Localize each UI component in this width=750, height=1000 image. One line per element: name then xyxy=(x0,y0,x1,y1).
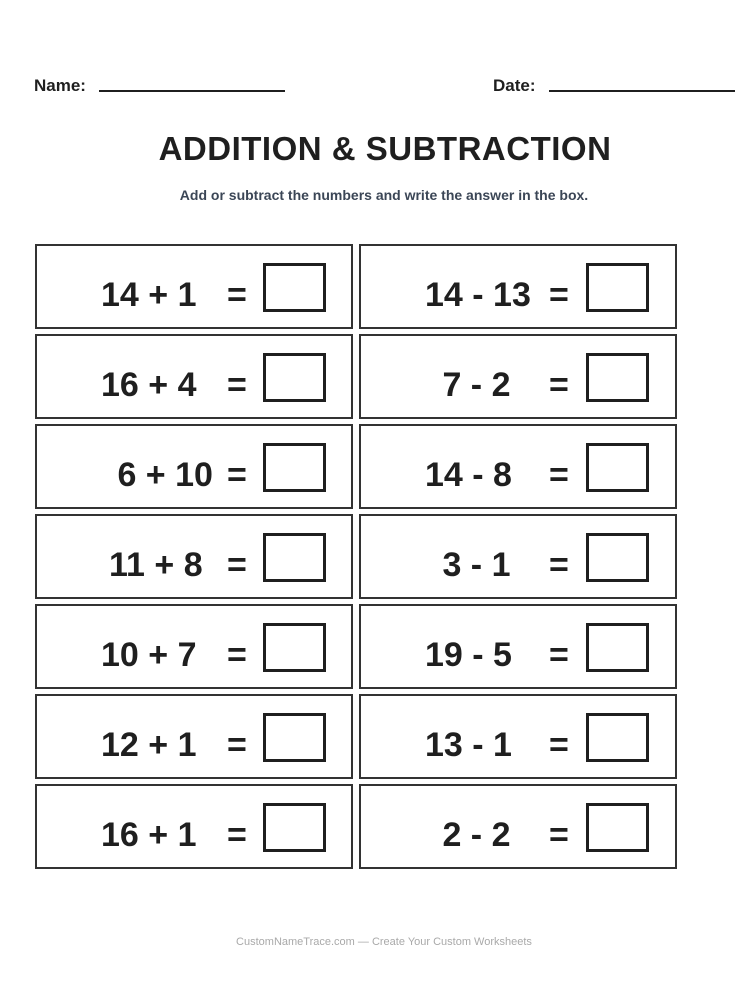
date-label: Date: xyxy=(493,76,536,95)
answer-box[interactable] xyxy=(263,533,326,582)
problem-expression: 12 + 1 xyxy=(101,726,216,764)
equals-sign: = xyxy=(227,726,247,764)
problem-expression: 19 - 5 xyxy=(425,636,531,674)
problem-card xyxy=(35,334,353,419)
answer-box[interactable] xyxy=(263,443,326,492)
problem-card xyxy=(35,694,353,779)
problem-card xyxy=(35,514,353,599)
answer-box[interactable] xyxy=(263,623,326,672)
problem-card xyxy=(35,784,353,869)
problem-card xyxy=(359,694,677,779)
problem-card xyxy=(35,244,353,329)
problem-expression: 2 - 2 xyxy=(433,816,530,854)
date-field xyxy=(493,76,735,96)
problem-expression: 7 - 2 xyxy=(433,366,530,404)
problem-card xyxy=(359,604,677,689)
name-label: Name: xyxy=(34,76,86,95)
problem-card xyxy=(359,244,677,329)
answer-box[interactable] xyxy=(263,353,326,402)
problem-expression: 11 + 8 xyxy=(109,546,222,584)
name-write-line[interactable] xyxy=(99,90,285,92)
problem-expression: 14 - 8 xyxy=(425,456,531,494)
equals-sign: = xyxy=(227,366,247,404)
problem-card xyxy=(359,784,677,869)
equals-sign: = xyxy=(227,636,247,674)
answer-box[interactable] xyxy=(586,533,649,582)
footer-credit: CustomNameTrace.com — Create Your Custom Worksheets xyxy=(236,936,532,948)
equals-sign: = xyxy=(549,546,569,584)
problem-expression: 16 + 4 xyxy=(101,366,216,404)
equals-sign: = xyxy=(549,636,569,674)
answer-box[interactable] xyxy=(586,353,649,402)
problem-expression: 16 + 1 xyxy=(101,816,216,854)
problem-expression: 3 - 1 xyxy=(433,546,530,584)
equals-sign: = xyxy=(549,276,569,314)
equals-sign: = xyxy=(549,366,569,404)
answer-box[interactable] xyxy=(586,263,649,312)
instructions: Add or subtract the numbers and write the answer in the box. xyxy=(179,187,589,203)
problem-card xyxy=(359,514,677,599)
problem-card xyxy=(35,424,353,509)
answer-box[interactable] xyxy=(586,803,649,852)
answer-box[interactable] xyxy=(263,713,326,762)
worksheet-header xyxy=(34,76,736,100)
answer-box[interactable] xyxy=(586,443,649,492)
date-write-line[interactable] xyxy=(549,90,735,92)
problem-card xyxy=(359,424,677,509)
problem-expression: 13 - 1 xyxy=(425,726,531,764)
problem-expression: 10 + 7 xyxy=(101,636,216,674)
name-field xyxy=(34,76,285,96)
answer-box[interactable] xyxy=(263,803,326,852)
equals-sign: = xyxy=(549,726,569,764)
equals-sign: = xyxy=(227,816,247,854)
answer-box[interactable] xyxy=(586,623,649,672)
problem-card xyxy=(359,334,677,419)
problem-expression: 14 + 1 xyxy=(101,276,216,314)
page-title: ADDITION & SUBTRACTION xyxy=(158,130,612,167)
problem-expression: 6 + 10 xyxy=(108,456,213,494)
answer-box[interactable] xyxy=(586,713,649,762)
equals-sign: = xyxy=(549,816,569,854)
answer-box[interactable] xyxy=(263,263,326,312)
equals-sign: = xyxy=(227,276,247,314)
equals-sign: = xyxy=(227,456,247,494)
problem-expression: 14 - 13 xyxy=(425,276,531,314)
equals-sign: = xyxy=(227,546,247,584)
problem-card xyxy=(35,604,353,689)
equals-sign: = xyxy=(549,456,569,494)
